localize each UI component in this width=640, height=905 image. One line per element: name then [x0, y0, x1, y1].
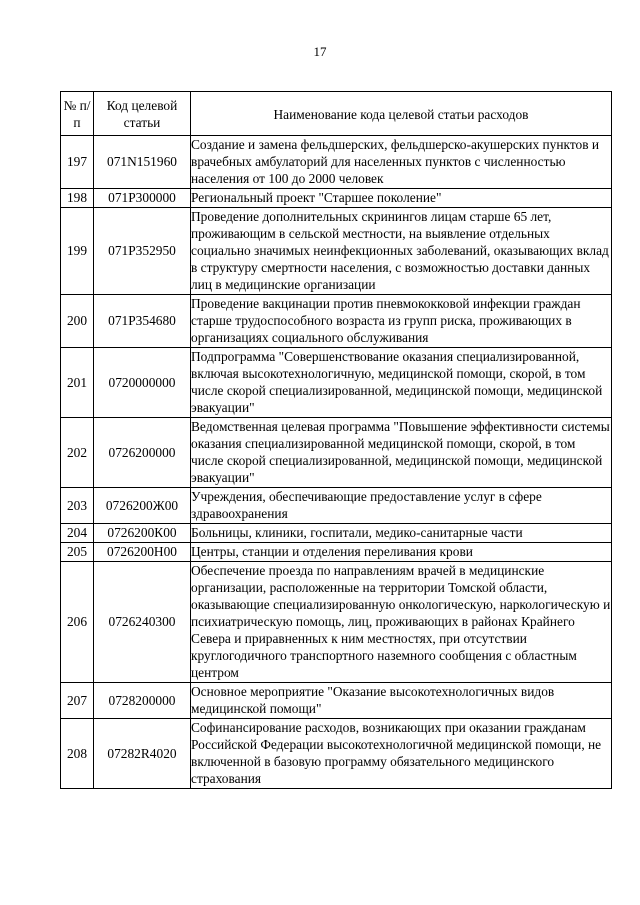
table-row	[61, 719, 612, 789]
table-header-row	[61, 92, 612, 136]
page-number: 17	[313, 44, 327, 59]
row-code: 0728200000	[94, 683, 191, 719]
row-name: Основное мероприятие "Оказание высокотехнологичных видов медицинской помощи"	[191, 683, 612, 719]
budget-codes-table	[60, 91, 612, 789]
row-number: 197	[61, 136, 94, 189]
row-code: 0726200Ж00	[94, 488, 191, 524]
row-number: 205	[61, 543, 94, 562]
header-code: Код целевой статьи	[94, 92, 191, 136]
table-row	[61, 488, 612, 524]
row-number: 203	[61, 488, 94, 524]
row-number: 201	[61, 348, 94, 418]
row-name: Софинансирование расходов, возникающих при оказании гражданам Российской Федерации высокотехнологичной медицинской помощи, не включенной в базовую программу обязательного медицинского страхования	[191, 719, 612, 789]
row-code: 07282R4020	[94, 719, 191, 789]
row-name: Больницы, клиники, госпитали, медико-санитарные части	[191, 524, 612, 543]
row-name: Проведение вакцинации против пневмококковой инфекции граждан старше трудоспособного возраста из групп риска, проживающих в организациях социального обслуживания	[191, 295, 612, 348]
row-name: Создание и замена фельдшерских, фельдшерско-акушерских пунктов и врачебных амбулаторий для населенных пунктов с численностью населения от 100 до 2000 человек	[191, 136, 612, 189]
row-number: 202	[61, 418, 94, 488]
table-row	[61, 189, 612, 208]
table-row	[61, 136, 612, 189]
row-code: 071P352950	[94, 208, 191, 295]
row-name: Центры, станции и отделения переливания крови	[191, 543, 612, 562]
header-name: Наименование кода целевой статьи расходов	[191, 92, 612, 136]
table-row	[61, 562, 612, 683]
row-name: Региональный проект "Старшее поколение"	[191, 189, 612, 208]
row-name: Проведение дополнительных скринингов лицам старше 65 лет, проживающим в сельской местности, на выявление отдельных социально значимых неинфекционных заболеваний, оказывающих вклад в структуру смертности населения, с возможностью доставки данных лиц в медицинские организации	[191, 208, 612, 295]
row-code: 0720000000	[94, 348, 191, 418]
table-row	[61, 348, 612, 418]
row-name: Учреждения, обеспечивающие предоставление услуг в сфере здравоохранения	[191, 488, 612, 524]
table-row	[61, 543, 612, 562]
row-code: 0726200К00	[94, 524, 191, 543]
row-code: 0726200000	[94, 418, 191, 488]
row-code: 071N151960	[94, 136, 191, 189]
row-number: 200	[61, 295, 94, 348]
row-number: 199	[61, 208, 94, 295]
row-code: 071P354680	[94, 295, 191, 348]
table-row	[61, 683, 612, 719]
table-row	[61, 418, 612, 488]
table-row	[61, 524, 612, 543]
header-number: № п/п	[61, 92, 94, 136]
row-code: 0726240300	[94, 562, 191, 683]
row-name: Подпрограмма "Совершенствование оказания специализированной, включая высокотехнологичную, медицинской помощи, скорой, в том числе скорой специализированной, медицинской помощи, медицинской эвакуации"	[191, 348, 612, 418]
row-code: 071P300000	[94, 189, 191, 208]
row-number: 206	[61, 562, 94, 683]
row-number: 208	[61, 719, 94, 789]
row-code: 0726200Н00	[94, 543, 191, 562]
row-number: 204	[61, 524, 94, 543]
row-name: Обеспечение проезда по направлениям врачей в медицинские организации, расположенные на территории Томской области, оказывающие специализированную онкологическую, наркологическую и психиатрическую помощь, лиц, проживающих в районах Крайнего Севера и приравненных к ним местностях, при отсутствии круглогодичного транспортного наземного сообщения с областным центром	[191, 562, 612, 683]
table-row	[61, 208, 612, 295]
table-row	[61, 295, 612, 348]
row-number: 207	[61, 683, 94, 719]
row-number: 198	[61, 189, 94, 208]
row-name: Ведомственная целевая программа "Повышение эффективности системы оказания специализированной медицинской помощи, скорой, в том числе скорой специализированной, медицинской помощи, медицинской эвакуации"	[191, 418, 612, 488]
